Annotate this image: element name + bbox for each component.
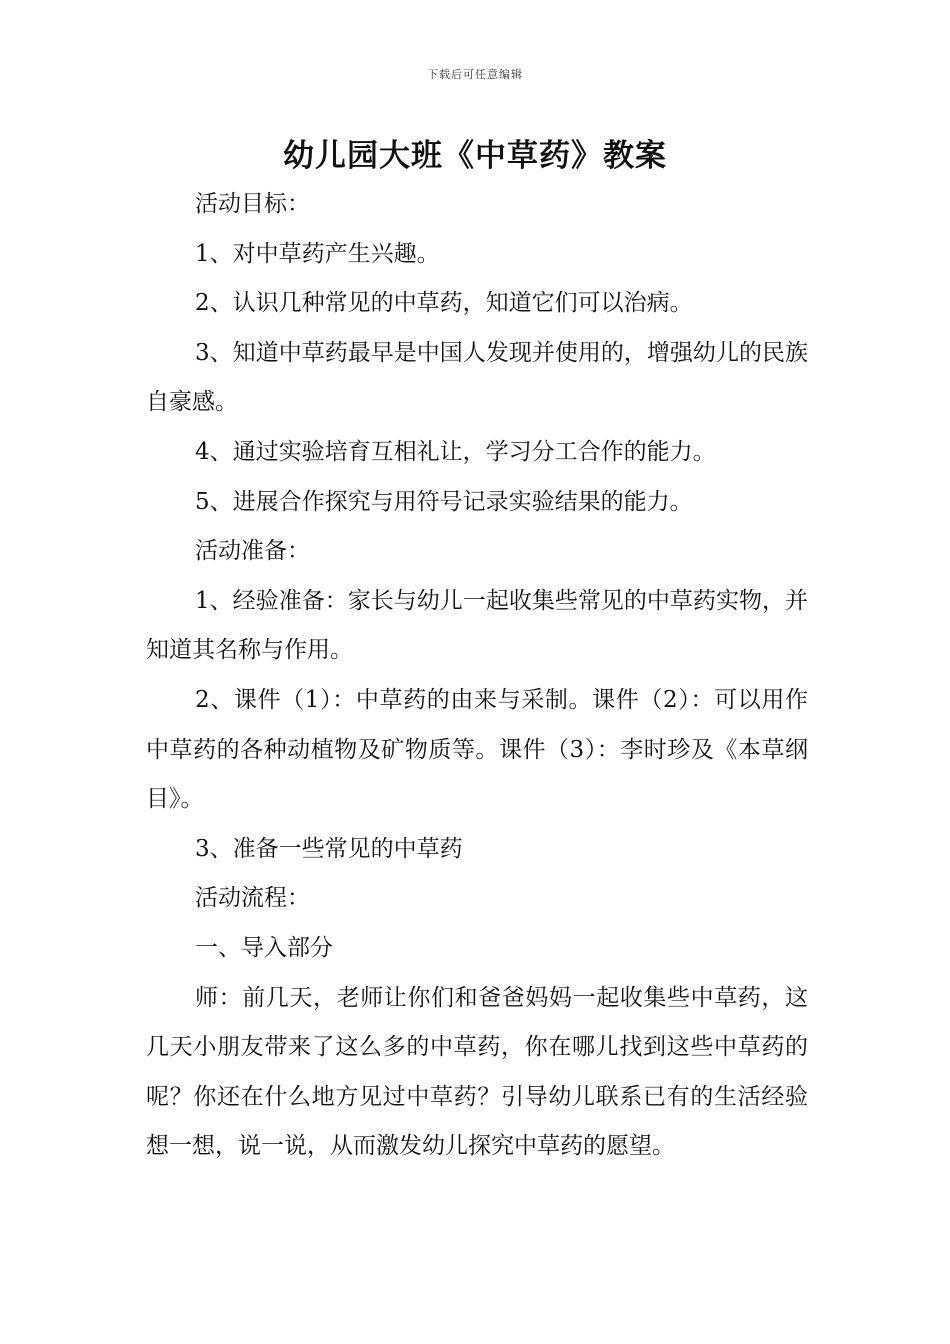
preparation-item-2: 2、课件（1）：中草药的由来与采制。课件（2）：可以用作中草药的各种动植物及矿物质等。课件（3）：李时珍及《本草纲目》。 [146, 686, 808, 813]
process-step-1-heading: 一、导入部分 [195, 934, 333, 961]
goal-item-1: 1、对中草药产生兴趣。 [195, 240, 440, 267]
document-title: 幼儿园大班《中草药》教案 [283, 138, 667, 174]
section-heading-goals: 活动目标： [195, 191, 310, 217]
goal-item-4: 4、通过实验培育互相礼让，学习分工合作的能力。 [195, 438, 716, 465]
header-note: 下载后可任意编辑 [427, 68, 523, 81]
section-heading-preparation: 活动准备： [195, 538, 310, 565]
preparation-item-1: 1、经验准备：家长与幼儿一起收集些常见的中草药实物，并知道其名称与作用。 [146, 587, 808, 664]
process-step-1-text: 师：前几天，老师让你们和爸爸妈妈一起收集些中草药，这几天小朋友带来了这么多的中草药，你在哪儿找到这些中草药的呢？你还在什么地方见过中草药？引导幼儿联系已有的生活经验想一想，说一说，从而激发幼儿探究中草药的愿望。 [146, 984, 808, 1160]
goal-item-3: 3、知道中草药最早是中国人发现并使用的，增强幼儿的民族自豪感。 [146, 339, 808, 416]
goal-item-2: 2、认识几种常见的中草药，知道它们可以治病。 [195, 290, 693, 317]
document-body [146, 180, 808, 1172]
preparation-item-3: 3、准备一些常见的中草药 [195, 835, 463, 862]
section-heading-process: 活动流程： [195, 885, 310, 912]
goal-item-5: 5、进展合作探究与用符号记录实验结果的能力。 [195, 488, 693, 515]
